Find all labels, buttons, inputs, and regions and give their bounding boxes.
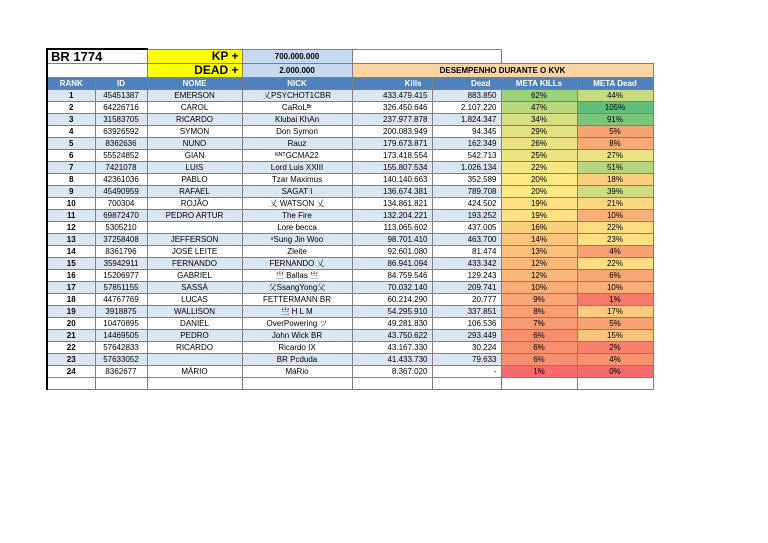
meta-kills-cell: 13% [501,246,577,258]
meta-dead-cell: 18% [577,174,653,186]
kills-cell: 86.941.094 [352,258,432,270]
id-cell: 37258408 [95,234,147,246]
rank-cell: 2 [47,102,95,114]
kills-cell: 433.479.415 [352,90,432,102]
col-id: ID [95,78,147,90]
nick-cell: Rauz [242,138,352,150]
nome-cell: GABRIEL [147,270,242,282]
nick-cell: FERNANDO 乂 [242,258,352,270]
table-row [47,234,653,246]
meta-dead-cell: 5% [577,318,653,330]
kills-cell: 70.032.140 [352,282,432,294]
meta-kills-cell: 1% [501,366,577,378]
meta-dead-cell: 6% [577,270,653,282]
id-cell: 57851155 [95,282,147,294]
title-row [47,49,653,64]
nick-cell: OverPowering ツ [242,318,352,330]
kills-cell: 136.674.381 [352,186,432,198]
empty-cell [242,378,352,390]
empty-cell [501,49,653,64]
nick-cell: Tzar Maximus [242,174,352,186]
nome-cell: FERNANDO [147,258,242,270]
rank-cell: 15 [47,258,95,270]
rank-cell: 13 [47,234,95,246]
dead-cell: 79.633 [432,354,501,366]
nome-cell: PABLO [147,174,242,186]
meta-kills-cell: 19% [501,198,577,210]
nome-cell [147,354,242,366]
kills-cell: 54.295.910 [352,306,432,318]
nick-cell: 父SsangYong父 [242,282,352,294]
table-row [47,210,653,222]
rank-cell: 21 [47,330,95,342]
rank-cell: 16 [47,270,95,282]
meta-dead-cell: 4% [577,354,653,366]
col-rank: RANK [47,78,95,90]
id-cell: 10470895 [95,318,147,330]
nick-cell: MáRio [242,366,352,378]
col-meta-dead: META Dead [577,78,653,90]
rank-cell: 9 [47,186,95,198]
nome-cell: JEFFERSON [147,234,242,246]
kills-cell: 132.204.221 [352,210,432,222]
id-cell: 69872470 [95,210,147,222]
nick-cell: John Wick BR [242,330,352,342]
col-nome: NOME [147,78,242,90]
dead-cell: 2.107.220 [432,102,501,114]
nome-cell: SYMON [147,126,242,138]
table-row [47,102,653,114]
empty-cell [95,378,147,390]
rank-cell: 5 [47,138,95,150]
rank-cell: 12 [47,222,95,234]
nick-cell: The Fire [242,210,352,222]
meta-kills-cell: 20% [501,174,577,186]
meta-kills-cell: 7% [501,318,577,330]
rank-cell: 23 [47,354,95,366]
table-row [47,282,653,294]
empty-cell [432,378,501,390]
kills-cell: 49.281.830 [352,318,432,330]
nick-cell: Don Symon [242,126,352,138]
meta-dead-cell: 2% [577,342,653,354]
kills-cell: 326.450.646 [352,102,432,114]
dead-cell: 337.851 [432,306,501,318]
empty-cell [147,378,242,390]
empty-cell [577,378,653,390]
dead-cell: 162.349 [432,138,501,150]
nome-cell: DANIEL [147,318,242,330]
id-cell: 45451387 [95,90,147,102]
id-cell: 8362677 [95,366,147,378]
nome-cell [147,222,242,234]
table-row [47,198,653,210]
meta-dead-cell: 10% [577,282,653,294]
dead-cell: 94.345 [432,126,501,138]
nome-cell: JOSÉ LEITE [147,246,242,258]
nick-cell: Ricardo IX [242,342,352,354]
kills-cell: 43.167.330 [352,342,432,354]
ranking-rows [47,90,653,378]
nick-cell: FETTERMANN BR [242,294,352,306]
dead-cell: 463.700 [432,234,501,246]
id-cell: 64226716 [95,102,147,114]
dead-cell: 789.708 [432,186,501,198]
kills-cell: 41.433.730 [352,354,432,366]
dead-cell: 1.026.134 [432,162,501,174]
meta-kills-cell: 62% [501,90,577,102]
blank-row [47,378,653,390]
col-nick: NICK [242,78,352,90]
table-row [47,246,653,258]
sheet-title: BR 1774 [47,49,147,64]
meta-dead-cell: 10% [577,210,653,222]
id-cell: 57642833 [95,342,147,354]
col-meta-kills: META KILLs [501,78,577,90]
nick-cell: 乂PSYCHOT1CBR [242,90,352,102]
table-row [47,306,653,318]
dead-value: 2.000.000 [242,64,352,78]
kills-cell: 134.861.821 [352,198,432,210]
kills-cell: 140.140.663 [352,174,432,186]
nome-cell: PEDRO ARTUR [147,210,242,222]
column-header-row [47,78,653,90]
kills-cell: 84.759.546 [352,270,432,282]
id-cell: 8361796 [95,246,147,258]
empty-cell [47,64,147,78]
meta-kills-cell: 20% [501,186,577,198]
nome-cell: ROJÃO [147,198,242,210]
rank-cell: 3 [47,114,95,126]
blank-cell [352,49,501,64]
kp-value: 700.000.000 [242,49,352,64]
nome-cell: GIAN [147,150,242,162]
kvk-spreadsheet [46,48,654,390]
rank-cell: 19 [47,306,95,318]
table-row [47,114,653,126]
meta-kills-cell: 29% [501,126,577,138]
table-row [47,318,653,330]
id-cell: 15206977 [95,270,147,282]
meta-kills-cell: 8% [501,306,577,318]
dead-cell: - [432,366,501,378]
nick-cell: Klubai KhAn [242,114,352,126]
nome-cell: MÁRIO [147,366,242,378]
nick-cell: 乂 WATSON 乂 [242,198,352,210]
meta-dead-cell: 4% [577,246,653,258]
table-row [47,258,653,270]
dead-cell: 883.850 [432,90,501,102]
rank-cell: 4 [47,126,95,138]
kills-cell: 43.750.622 [352,330,432,342]
id-cell: 700304 [95,198,147,210]
table-row [47,366,653,378]
kp-label: KP + [147,49,242,64]
dead-cell: 424.502 [432,198,501,210]
kills-cell: 179.673.871 [352,138,432,150]
table-row [47,222,653,234]
nome-cell: LUIS [147,162,242,174]
dead-cell: 437.005 [432,222,501,234]
rank-cell: 8 [47,174,95,186]
kills-cell: 155.807.534 [352,162,432,174]
table-row [47,294,653,306]
meta-dead-cell: 22% [577,222,653,234]
table-row [47,270,653,282]
dead-cell: 81.474 [432,246,501,258]
dead-cell: 1.824.347 [432,114,501,126]
id-cell: 7421078 [95,162,147,174]
nome-cell: RICARDO [147,114,242,126]
nick-cell: SAGAT I [242,186,352,198]
meta-kills-cell: 6% [501,330,577,342]
meta-dead-cell: 21% [577,198,653,210]
id-cell: 44767769 [95,294,147,306]
ranking-table [46,48,654,390]
rank-cell: 14 [47,246,95,258]
meta-kills-cell: 47% [501,102,577,114]
meta-dead-cell: 27% [577,150,653,162]
dead-cell: 106.536 [432,318,501,330]
empty-cell [501,378,577,390]
table-row [47,174,653,186]
dead-row [47,64,653,78]
meta-dead-cell: 91% [577,114,653,126]
meta-dead-cell: 105% [577,102,653,114]
table-row [47,342,653,354]
dead-cell: 20.777 [432,294,501,306]
kills-cell: 8.367.020 [352,366,432,378]
id-cell: 55524852 [95,150,147,162]
meta-kills-cell: 22% [501,162,577,174]
dead-cell: 129.243 [432,270,501,282]
nick-cell: BR Pcduda [242,354,352,366]
id-cell: 35942911 [95,258,147,270]
kills-cell: 92.601.080 [352,246,432,258]
nome-cell: SASSÁ [147,282,242,294]
meta-dead-cell: 44% [577,90,653,102]
rank-cell: 20 [47,318,95,330]
table-row [47,126,653,138]
meta-kills-cell: 26% [501,138,577,150]
dead-cell: 433.342 [432,258,501,270]
meta-kills-cell: 10% [501,282,577,294]
meta-dead-cell: 1% [577,294,653,306]
nome-cell: RAFAEL [147,186,242,198]
kills-cell: 237.977.878 [352,114,432,126]
id-cell: 31583705 [95,114,147,126]
meta-kills-cell: 6% [501,354,577,366]
nick-cell: Lore becca [242,222,352,234]
nick-cell: CaRoLᴮʳ [242,102,352,114]
nick-cell: Zleite [242,246,352,258]
meta-dead-cell: 5% [577,126,653,138]
meta-kills-cell: 12% [501,270,577,282]
meta-kills-cell: 6% [501,342,577,354]
table-row [47,90,653,102]
id-cell: 63926592 [95,126,147,138]
meta-dead-cell: 39% [577,186,653,198]
rank-cell: 7 [47,162,95,174]
meta-dead-cell: 51% [577,162,653,174]
meta-dead-cell: 15% [577,330,653,342]
meta-kills-cell: 16% [501,222,577,234]
nome-cell: CAROL [147,102,242,114]
meta-dead-cell: 17% [577,306,653,318]
meta-kills-cell: 12% [501,258,577,270]
nome-cell: PEDRO [147,330,242,342]
rank-cell: 18 [47,294,95,306]
meta-kills-cell: 14% [501,234,577,246]
meta-dead-cell: 8% [577,138,653,150]
nick-cell: 亗 H L M [242,306,352,318]
rank-cell: 1 [47,90,95,102]
dead-cell: 209.741 [432,282,501,294]
meta-kills-cell: 25% [501,150,577,162]
rank-cell: 10 [47,198,95,210]
nome-cell: NUNO [147,138,242,150]
rank-cell: 24 [47,366,95,378]
nick-cell: ˢSung Jin Woo [242,234,352,246]
rank-cell: 22 [47,342,95,354]
dead-cell: 352.589 [432,174,501,186]
nome-cell: WALLISON [147,306,242,318]
id-cell: 57633052 [95,354,147,366]
id-cell: 42361036 [95,174,147,186]
nick-cell: 亗 Ballas 亗 [242,270,352,282]
kills-cell: 113.065.602 [352,222,432,234]
kills-cell: 98.701.410 [352,234,432,246]
meta-kills-cell: 19% [501,210,577,222]
nome-cell: EMERSON [147,90,242,102]
col-dead: Dead [432,78,501,90]
empty-cell [47,378,95,390]
kills-cell: 60.214.290 [352,294,432,306]
table-row [47,186,653,198]
performance-title: DESEMPENHO DURANTE O KVK [352,64,653,78]
meta-kills-cell: 9% [501,294,577,306]
col-kills: Kills [352,78,432,90]
dead-cell: 30.224 [432,342,501,354]
table-row [47,138,653,150]
rank-cell: 17 [47,282,95,294]
dead-cell: 542.713 [432,150,501,162]
kills-cell: 200.083.949 [352,126,432,138]
table-row [47,354,653,366]
nome-cell: LUCAS [147,294,242,306]
nick-cell: ᴷᴺᵀGCMA22 [242,150,352,162]
id-cell: 45490959 [95,186,147,198]
dead-cell: 293.449 [432,330,501,342]
id-cell: 8362636 [95,138,147,150]
empty-cell [352,378,432,390]
meta-dead-cell: 0% [577,366,653,378]
table-row [47,162,653,174]
dead-label: DEAD + [147,64,242,78]
table-row [47,150,653,162]
id-cell: 3918875 [95,306,147,318]
table-row [47,330,653,342]
meta-dead-cell: 22% [577,258,653,270]
rank-cell: 11 [47,210,95,222]
nick-cell: Lord Luis XXIII [242,162,352,174]
meta-dead-cell: 23% [577,234,653,246]
nome-cell: RICARDO [147,342,242,354]
meta-kills-cell: 34% [501,114,577,126]
id-cell: 14469505 [95,330,147,342]
kills-cell: 173.418.554 [352,150,432,162]
rank-cell: 6 [47,150,95,162]
id-cell: 5305210 [95,222,147,234]
dead-cell: 193.252 [432,210,501,222]
